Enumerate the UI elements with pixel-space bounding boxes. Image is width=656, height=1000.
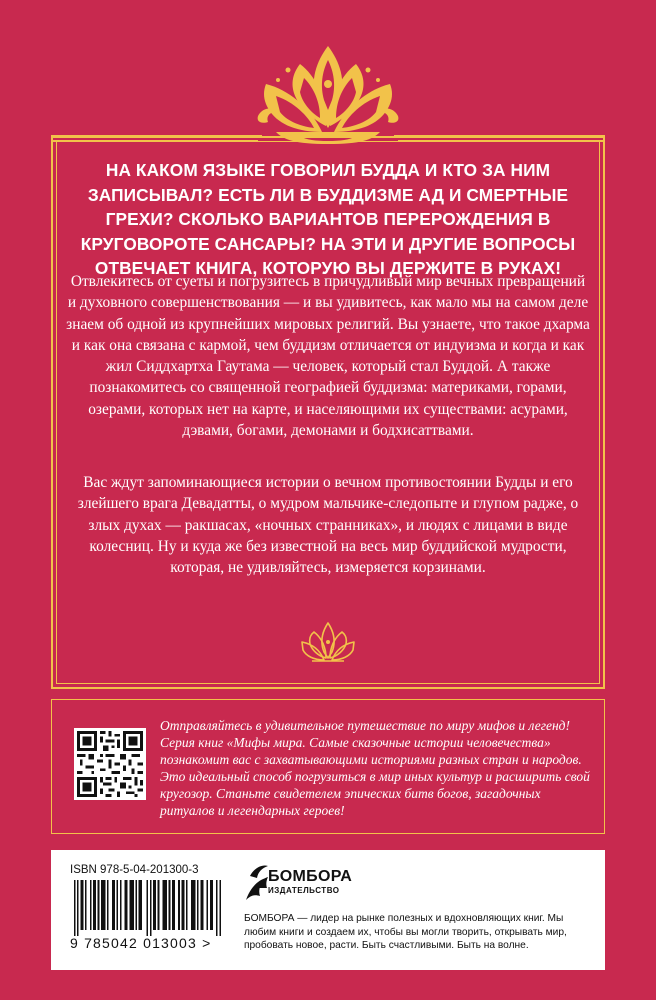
qr-code-icon[interactable]	[74, 728, 146, 800]
small-lotus-icon	[298, 620, 358, 664]
lotus-ornament-icon	[0, 40, 656, 150]
description-paragraph-1: Отвлекитесь от суеты и погрузитесь в причудливый мир вечных превращений и духовного совершенствования — и вы удивитесь, как мало мы на самом деле знаем об одной из крупнейших мировых религий. Вы узнаете, что такое дхарма и как она связана с кармой, чем буддизм отличается от индуизма и когда и как жил Сиддхартха Гаутама — человек, который стал Буддой. А также познакомитесь со священной географией буддизма: материками, горами, озерами, которых нет на карте, и населяющими их существами: асурами, дэвами, богами, демонами и бодхисаттвами.	[66, 273, 590, 440]
series-promo-text: Отправляйтесь в удивительное путешествие по миру мифов и легенд! Серия книг «Мифы мира. Самые сказочные истории человечества» познакомит вас с захватывающими историями разных стран и народов. Это идеальный способ погрузиться в мир иных культур и расширить свой кругозор. Станьте свидетелем эпических битв богов, загадочных ритуалов и легендарных героев!	[160, 718, 590, 818]
publisher-description: БОМБОРА — лидер на рынке полезных и вдохновляющих книг. Мы любим книги и создаем их, чтобы вы могли творить, открывать мир, пробовать новое, расти. Быть счастливыми. Быть на волне.	[244, 913, 567, 952]
barcode-digits: 9 785042 013003 >	[70, 935, 212, 951]
barcode-icon	[74, 880, 224, 936]
isbn-label: ISBN 978-5-04-201300-3	[70, 864, 199, 876]
publisher-brand: БОМБОРА	[268, 868, 353, 885]
publisher-subtitle: ИЗДАТЕЛЬСТВО	[268, 886, 340, 895]
description-paragraph-2: Вас ждут запоминающиеся истории о вечном противостоянии Будды и его злейшего врага Девадатты, о мудром мальчике-следопыте и глупом радже, о злых духах — ракшасах, «ночных странниках», и людях с лицами в виде колесниц. Ну и куда же без известной на весь мир буддийской мудрости, которая, не удивляйтесь, измеряется корзинами.	[77, 474, 579, 577]
lead-questions: НА КАКОМ ЯЗЫКЕ ГОВОРИЛ БУДДА И КТО ЗА НИМ ЗАПИСЫВАЛ? ЕСТЬ ЛИ В БУДДИЗМЕ АД И СМЕРТНЫЕ ГРЕХИ? СКОЛЬКО ВАРИАНТОВ ПЕРЕРОЖДЕНИЯ В КРУГОВОРОТЕ САНСАРЫ? НА ЭТИ И ДРУГИЕ ВОПРОСЫ ОТВЕЧАЕТ КНИГА, КОТОРУЮ ВЫ ДЕРЖИТЕ В РУКАХ!	[80, 160, 576, 278]
